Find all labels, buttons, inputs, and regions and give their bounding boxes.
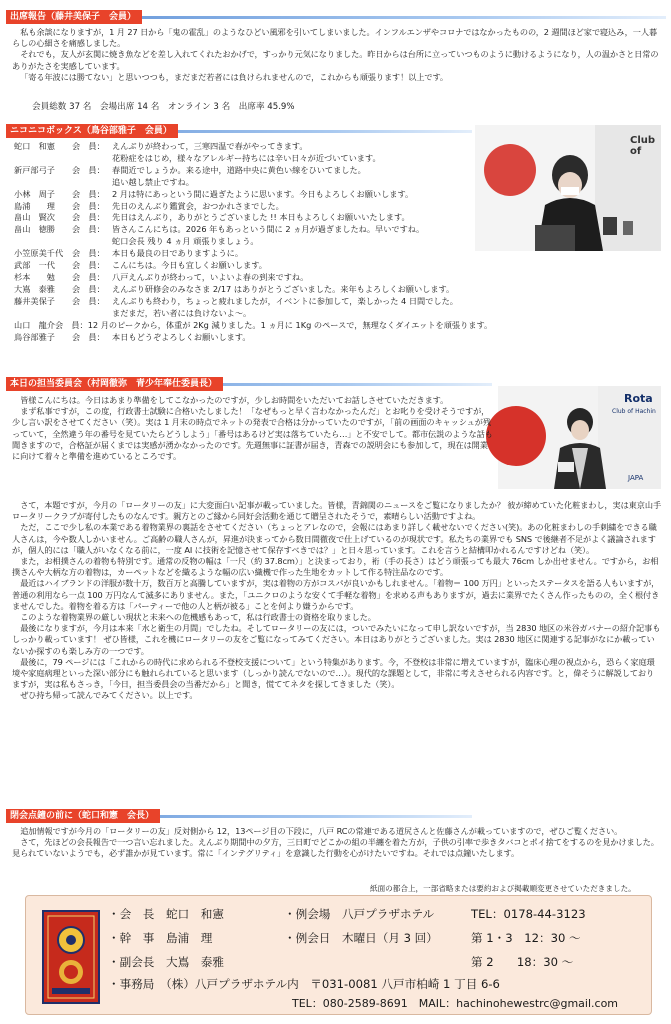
member-message: 先日はえんぶり，ありがとうございました !! 本日もよろしくお願いいたします。 (112, 212, 410, 223)
meeting-day: ・例会日 木曜日（月 3 回） (284, 931, 438, 945)
member-role: 会 員： (72, 260, 105, 271)
list-item (14, 236, 466, 248)
closing-paragraph: さて，先ほどの会長報告で一つ言い忘れました。えんぶり期間中の夕方，三日町でどこかの組の半纏を着た方が，子供の引率で歩きタバコとポイ捨てをするのを見かけました。見られていないようでも，必ず誰かが見ています。常に「インテグリティ」を意識した行動を心がけたいですね。それでは点鐘いたします。 (12, 837, 659, 859)
member-role: 会 員： (72, 271, 105, 282)
member-name: 杉本 勉 (14, 271, 55, 282)
speaker-paragraph: ぜひ持ち帰って読んでみてください。以上です。 (20, 690, 198, 701)
list-item (14, 308, 466, 320)
member-role: 会 員： (72, 331, 105, 342)
report-title: 出席報告（藤井美保子 会員） (6, 10, 142, 24)
speaker-paragraph: 皆様こんにちは。今日はあまり準備をしてこなかったのですが，少しお時間をいただいてお話しさせていただきます。 (20, 395, 449, 405)
member-name: 蛇口 和憲 (14, 141, 55, 151)
member-name: 藤井美保子 (14, 295, 55, 306)
member-message: 皆さんこんにちは。2026 年もあっという間に 2 ヵ月が過ぎましたね。早いですね。 (112, 224, 425, 235)
member-message: 12 月のピークから，体重が 2Kg 減りました。1 ヵ月に 1Kg のペースで，無理なくダイエットを頑張ります。 (87, 319, 493, 330)
member-role: 会 員： (72, 212, 105, 223)
speaker-photo-1 (475, 125, 661, 251)
vice-president-info: ・副会長 大嶌 泰雅 (108, 955, 224, 969)
meeting-time-1: 第 1・3 12：30 ～ (471, 931, 581, 945)
member-role (72, 308, 112, 320)
list-item (14, 332, 466, 344)
office-info: ・事務局 （株）八戸プラザホテル内 〒031-0081 八戸市柏崎 1 丁目 6-6 (108, 977, 500, 991)
report-paragraph: 私も余談になりますが，1 月 27 日から「鬼の霍乱」のようなひどい風邪を引いてしまいました。インフルエンザやコロナではなかったものの，2 週間ほど家で寝込み，一人暮らしの心細さを痛感しました。 (12, 27, 658, 49)
member-name: 畠山 賢次 (14, 212, 55, 223)
speaker-paragraph: 最後に，79 ページには「これからの時代に求められる不登校支援について」という特集があります。今，不登校は非常に増えていますが，臨床心理の視点から，恐らく家庭環境や家庭病理といった深い部分にも触れられていると思います（しっかり読んでないので…）。現代的な課題として，非常に考えさせられる内容です。と，偉そうに解説しておりますが，実は私もさっき，「今日，担当委員会の当番だから」と聞き，慌ててネタを探してきました（笑）。 (12, 656, 655, 690)
report-paragraph: それでも，友人が玄関に焼き魚などを差し入れてくれたおかげで，すっかり元気になりました。昨日からは台所に立っていつものように動けるようになり，人の温かさと日常のありがたさを実感しています。 (12, 49, 659, 71)
member-name: 畠山 徳勝 (14, 224, 55, 235)
member-message: えんぶり研修会のみなさま 2/17 はありがとうございました。来年もよろしくお願いします。 (112, 283, 455, 294)
member-name (14, 308, 72, 320)
member-name: 小笠原美千代 (14, 248, 64, 259)
member-role (72, 177, 112, 189)
member-role: 会 員： (72, 188, 105, 199)
member-message: 2 月は特にあっという間に過ぎたように思います。今日もよろしくお願いします。 (112, 188, 414, 199)
member-message: 八戸えんぶりが終わって，いよいよ春の到来ですね。 (112, 271, 309, 282)
speaker-paragraph: このような着物業界の厳しい現状と未来への危機感もあって，私は行政書士の資格を取りました。 (20, 612, 376, 623)
member-message: こんにちは。今日も宜しくお願いします。 (112, 260, 267, 271)
member-role: 会 員： (54, 319, 88, 330)
speaker-paragraph: また，お相撲さんの着物も特別です。通常の反物の幅は「一尺（約 37.8cm）」と決まっており，裄（手の長さ）はどう頑張っても最大 76cm しか出せません。ですから，お相撲さんや大柄な方の着物は，カーペットなどを織るような幅の広い織機で作った生地をカットして作る特注品なのです。 (12, 556, 659, 578)
member-name: 山口 龍介 (14, 319, 55, 330)
venue-info: ・例会場 八戸プラザホテル (284, 907, 435, 921)
member-name: 新戸部弓子 (14, 164, 55, 175)
list-item (14, 212, 466, 224)
speaker-paragraph: まず私事ですが，この度，行政書士試験に合格いたしました！「なぜもっと早く言わなかったんだ」とお叱りを受けそうですが，少し言い訳をさせてください（笑）。実は 1 月末の時点でネットの発表で合格は分かっていたのですが，「前の画面のキャッシュが残っていて，全然違う年の番号を見ていたらどうしよう」「番号はあるけど実は落ちていたら…」と不安でして。都市伝説のような話も聞きますので，合格証が届くまでは実感が湧かなかったのです。先週無事に証書が届き，青森での説明会にも参加して，現在は開業に向けて着々と準備を進めているところです。 (12, 406, 493, 462)
speaker-title: 本日の担当委員会（村岡徹弥 青少年奉仕委員長） (6, 377, 223, 391)
member-role: 会 員： (72, 224, 105, 235)
speaker-paragraph: 最後になりますが，今月は本来「水と衛生の月間」でしたね。そしてロータリーの友には，ついでみたいになって申し訳ないですが，当 2830 地区の米谷ガバナーの紹介記事もしっかり載っています！ ぜひ皆様，これを機にロータリーの友をご覧になってみてください。本日はありがとうございました。実は 2830 地区に関連する記事がなにか載っていないか探すのも楽しみ方の一つです。 (12, 623, 661, 656)
nikoniko-list (14, 141, 493, 343)
speaker-body (12, 500, 662, 702)
member-message: 蛇口会長 残り 4 ヵ月 頑張りましょう。 (112, 236, 259, 247)
member-role (72, 236, 112, 248)
member-role: 会 員： (72, 248, 105, 259)
venue-phone: TEL：0178-44-3123 (471, 907, 586, 921)
member-message: えんぶりが終わって，三寒四温で春がやってきます。 (112, 141, 308, 151)
banner-text: JAPA (628, 474, 644, 482)
speaker-paragraph: さて，本題ですが，今月の「ロータリーの友」に大変面白い記事が載っていました。皆様，青錦関のニュースをご覧になりましたか？ 彼が締めていた化粧まわし，実は東京山手ロータリークラブが寄付したものなんです。親方とのご縁から同好会活動を通じて贈呈されたそうで，素晴らしい活動ですよね。 (12, 500, 662, 522)
list-item (14, 224, 466, 236)
member-name: 武部 一代 (14, 260, 55, 271)
closing-title: 閉会点鐘の前に（蛇口和憲 会長） (6, 809, 160, 823)
member-message: まだまだ，若い者には負けないよ～。 (112, 307, 252, 318)
speaker-paragraph: 最近はハイブランドの洋服が数十万，数百万と高騰していますが，実は着物の方がコスパが良いかもしれません。「着物＝ 100 万円」といったステータスを語る人もいますが，普通の利用なら一点 100 万円なんて滅多にありません。また，「ユニクロのような安くて手軽な着物」を求める声もありますが，過去に業界でたくさん作ったものの，全く根付きませんでした。着物を着る方は「パーティーで他の人と柄が被る」ことを何より嫌うからです。 (12, 578, 660, 611)
list-item (14, 165, 466, 177)
list-item (14, 201, 466, 213)
closing-body (12, 826, 662, 860)
nikoniko-header (6, 124, 472, 138)
speaker-photo-2 (498, 386, 661, 489)
speaker-body-top (12, 395, 494, 462)
list-item (14, 177, 466, 189)
list-item (14, 153, 466, 165)
member-name: 小林 周子 (14, 188, 55, 199)
member-name: 島浦 理 (14, 200, 55, 211)
member-name (14, 153, 72, 165)
list-item (14, 296, 466, 308)
member-name (14, 236, 72, 248)
secretary-info: ・幹 事 島浦 理 (108, 931, 213, 945)
report-header (6, 10, 666, 24)
meeting-time-2: 第 2 18：30 ～ (471, 955, 574, 969)
list-item (14, 141, 466, 153)
member-message: 花粉症をはじめ，様々なアレルギー持ちには辛い日々が近づいています。 (112, 152, 381, 163)
banner-text: Club of Hachin (612, 408, 656, 415)
list-item (14, 189, 466, 201)
speaker-header (6, 377, 492, 391)
banner-text: Club of (630, 135, 656, 157)
report-body (12, 27, 662, 83)
member-role (72, 153, 112, 165)
member-message: 本日も最良の日でありますように。 (112, 248, 244, 259)
banner-text: Rota (624, 392, 653, 405)
president-info: ・会 長 蛇口 和憲 (108, 907, 224, 921)
member-message: 先日のえんぶり鑑賞会，おつかれさまでした。 (112, 200, 284, 211)
speaker-paragraph: ただ，ここで少し私の本業である着物業界の裏話をさせてください（ちょっとアレなので，会報にはあまり詳しく載せないでください(笑)。あの化粧まわしの手刺繍をできる職人さんは，今や数人しかいません。ご高齢の職人さんが，昇進が決まってから数日間徹夜で仕上げているのが現状です。私たちの業界でも SNS で後継者不足がよく議論されますが，個人的には「職人がいなくなる前に，一度 AI に技術を記憶させて保存すべきでは？」と日々思っています。これを言うと結構叩かれるんですけどね（笑）。 (12, 522, 657, 555)
member-name: 鳥谷部雅子 (14, 331, 55, 342)
list-item (14, 260, 466, 272)
editorial-note: 紙面の都合上，一部省略または要約および掲載順変更させていただきました。 (370, 884, 636, 893)
member-message: 追い越し禁止ですね。 (112, 176, 194, 187)
list-item (14, 272, 466, 284)
nikoniko-title: ニコニコボックス（鳥谷部雅子 会員） (6, 124, 178, 138)
report-paragraph: 「寄る年波には勝てない」と思いつつも，まだまだ若者には負けられませんので，これからも頑張ります！以上です。 (20, 71, 449, 82)
list-item (14, 284, 466, 296)
member-name: 大嶌 泰雅 (14, 283, 55, 294)
list-item (14, 248, 466, 260)
rotary-wheel-icon (44, 912, 98, 1002)
club-emblem (42, 910, 100, 1004)
list-item (14, 319, 493, 332)
club-info-box (25, 895, 652, 1015)
member-role: 会 員： (72, 283, 105, 294)
member-message: 春間近でしょうか。来る途中，道路中央に黄色い線をひいてました。 (112, 164, 366, 175)
member-name (14, 177, 72, 189)
closing-paragraph: 追加情報ですが今月の「ロータリーの友」反対側から 12，13ページ目の下段に，八戸 RCの常連である道尻さんと佐藤さんが載っていますので，ぜひご覧ください。 (20, 826, 623, 836)
member-role: 会 員： (72, 164, 105, 175)
member-role: 会 員： (72, 141, 105, 151)
attendance-stats: 会員総数 37 名 会場出席 14 名 オンライン 3 名 出席率 45.9% (32, 102, 295, 112)
contact-info: TEL：080-2589-8691 MAIL：hachinohewestrc@gmail.com (292, 997, 619, 1010)
member-message: えんぶりも終わり，ちょっと疲れましたが，イベントに参加して，楽しかった 4 日間でした。 (112, 295, 458, 306)
member-message: 本日もどうぞよろしくお願いします。 (112, 331, 251, 342)
closing-header (6, 809, 472, 823)
member-role: 会 員： (72, 200, 105, 211)
member-role: 会 員： (72, 295, 105, 306)
